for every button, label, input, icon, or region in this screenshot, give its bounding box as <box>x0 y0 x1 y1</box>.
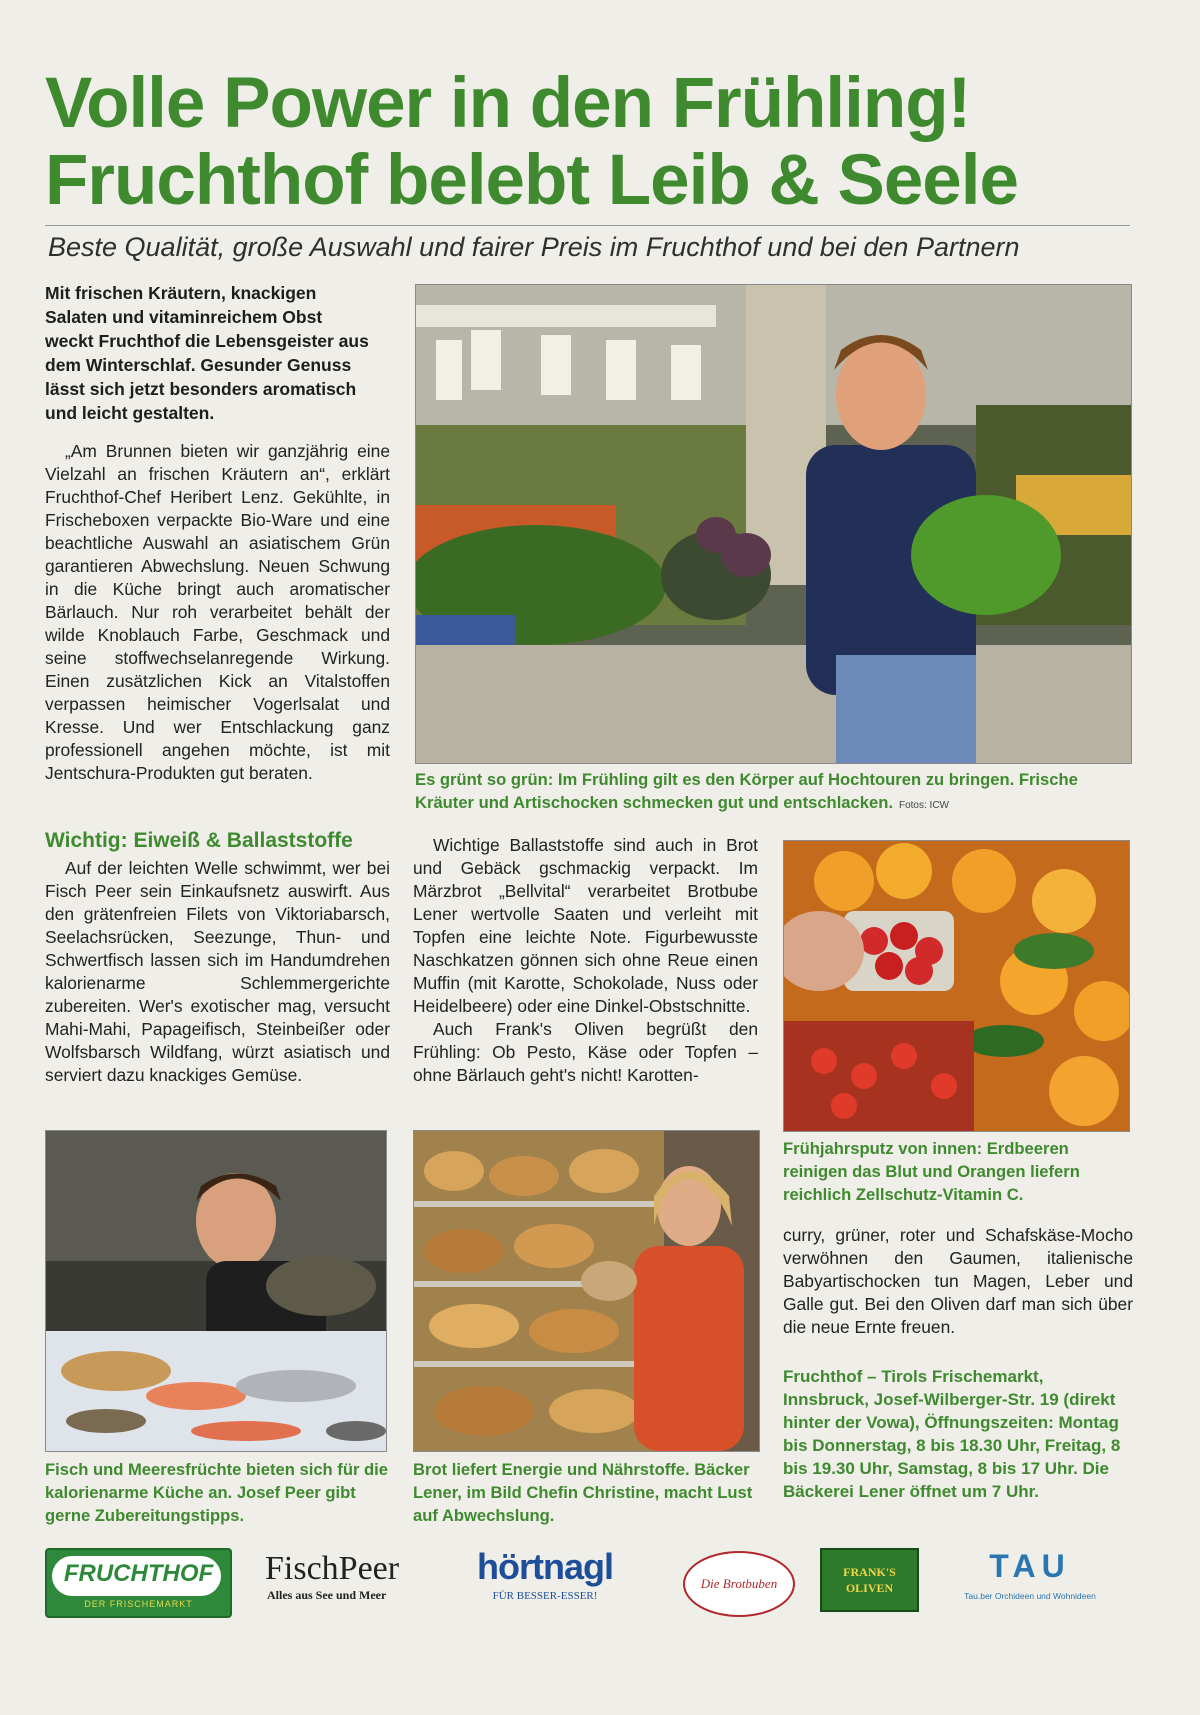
tau-logo-text: TAU <box>989 1548 1071 1584</box>
fruit-photo-illustration <box>784 841 1129 1131</box>
main-photo-illustration <box>416 285 1131 763</box>
fruit-photo-caption: Frühjahrsputz von innen: Erdbeeren reinigen das Blut und Orangen liefern reichlich Zellschutz-Vitamin C. <box>783 1139 1080 1204</box>
headline-rule <box>45 225 1130 226</box>
fischpeer-logo <box>265 1550 435 1620</box>
info-box: Fruchthof – Tirols Frischemarkt, Innsbruck, Josef-Wilberger-Str. 19 (direkt hinter der Vowa), Öffnungszeiten: Montag bis Donnerstag, 8 bis 18.30 Uhr, Freitag, 8 bis 19.30 Uhr, Samstag, 8 bis 17 Uhr. Die Bäckerei Lener öffnet um 7 Uhr. <box>783 1367 1121 1501</box>
fish-photo-illustration <box>46 1131 386 1451</box>
fischpeer-logo-text: FischPeer <box>265 1550 400 1587</box>
headline-line-1: Volle Power in den Frühling! <box>45 64 971 143</box>
brotbuben-logo <box>683 1551 795 1617</box>
fruit-photo <box>783 840 1130 1132</box>
bread-photo-illustration <box>414 1131 759 1451</box>
fruchthof-logo-subtext: DER FRISCHEMARKT <box>84 1599 193 1609</box>
tau-logo <box>925 1548 1135 1618</box>
fish-paragraph: Auf der leichten Welle schwimmt, wer bei Fisch Peer sein Einkaufsnetz auswirft. Aus den grätenfreien Filets von Viktoriabarsch, Seelachsrücken, Seezunge, Thun- und Schwertfisch lassen sich im Handumdrehen kalorienarme Schlemmergerichte zubereiten. Wer's exotischer mag, versucht Mahi-Mahi, Papageifisch, Steinbeißer oder Wolfsbarsch Wildfang, würzt asiatisch und serviert dazu knackiges Gemüse. <box>45 858 390 1085</box>
hoertnagl-logo <box>450 1546 640 1616</box>
intro-column <box>45 440 390 785</box>
intro-paragraph: „Am Brunnen bieten wir ganzjährig eine Vielzahl an frischen Kräutern an“, erklärt Fruchthof-Chef Heribert Lenz. Gekühlte, in Frischeboxen verpackte Bio-Ware und eine beachtliche Auswahl an asiatischem Grün garantieren Abwechslung. Neuen Schwung in die Küche bringt auch aromatischer Bärlauch. Nur roh verarbeitet behält der wilde Knoblauch Farbe, Geschmack und seine stoffwechselanregende Wirkung. Einen zusätzlichen Kick an Vitalstoffen verpassen heimischer Vogerlsalat und Kresse. Und wer Entschlackung ganz professionell angehen möchte, ist mit Jentschura-Produkten gut beraten. <box>45 441 390 783</box>
tau-logo-subtext: Tau.ber Orchideen und Wohnideen <box>964 1591 1096 1601</box>
section-heading: Wichtig: Eiweiß & Ballaststoffe <box>45 829 353 852</box>
headline-line-2: Fruchthof belebt Leib & Seele <box>45 141 1019 220</box>
hoertnagl-logo-subtext: FÜR BESSER-ESSER! <box>492 1590 598 1602</box>
bread-photo-caption: Brot liefert Energie und Nährstoffe. Bäcker Lener, im Bild Chefin Christine, macht Lust auf Abwechslung. <box>413 1460 753 1525</box>
continued-column <box>783 1224 1133 1339</box>
bread-photo <box>413 1130 760 1452</box>
fischpeer-logo-subtext: Alles aus See und Meer <box>267 1588 387 1602</box>
fruchthof-logo <box>45 1548 232 1618</box>
main-photo-caption <box>415 768 1135 817</box>
main-photo-caption-text: Es grünt so grün: Im Frühling gilt es den Körper auf Hochtouren zu bringen. Frische Kräuter und Artischocken schmecken gut und entschlacken. <box>415 770 1078 812</box>
subtitle: Beste Qualität, große Auswahl und fairer Preis im Fruchthof und bei den Partnern <box>48 232 1020 262</box>
bread-paragraph-1: Wichtige Ballaststoffe sind auch in Brot und Gebäck gschmackig verpackt. Im Märzbrot „Bellvital“ verarbeitet Brotbube Lener wertvolle Saaten und verleiht mit Topfen eine leichte Note. Figurbewusste Naschkatzen gönnen sich ohne Reue einen Muffin (mit Karotte, Schokolade, Nuss oder Heidelbeere) oder eine Dinkel-Obstschnitte. <box>413 835 758 1016</box>
franks-oliven-logo-text: FRANK'S OLIVEN <box>843 1565 896 1595</box>
fish-photo-caption: Fisch und Meeresfrüchte bieten sich für die kalorienarme Küche an. Josef Peer gibt gerne Zubereitungstipps. <box>45 1460 389 1525</box>
fruchthof-logo-text: FRUCHTHOF <box>63 1560 214 1587</box>
franks-oliven-logo <box>820 1548 919 1612</box>
continued-paragraph: curry, grüner, roter und Schafskäse-Mocho verwöhnen den Gaumen, italienische Babyartischocken tun Magen, Leber und Galle gut. Bei den Oliven darf man sich über die neue Ernte freuen. <box>783 1225 1133 1337</box>
brotbuben-logo-text: Die Brotbuben <box>700 1576 778 1591</box>
lead-paragraph: Mit frischen Kräutern, knackigen Salaten und vitaminreichem Obst weckt Fruchthof die Lebensgeister aus dem Winterschlaf. Gesunder Genuss lässt sich jetzt besonders aromatisch und leicht gestalten. <box>45 283 369 423</box>
hoertnagl-logo-text: hörtnagl <box>477 1546 613 1587</box>
photo-credit: Fotos: ICW <box>898 800 949 811</box>
fish-column <box>45 857 390 1087</box>
fish-photo <box>45 1130 387 1452</box>
main-photo <box>415 284 1132 764</box>
bread-paragraph-2: Auch Frank's Oliven begrüßt den Frühling: Ob Pesto, Käse oder Topfen – ohne Bärlauch geht's nicht! Karotten- <box>413 1019 758 1085</box>
bread-column <box>413 834 758 1087</box>
